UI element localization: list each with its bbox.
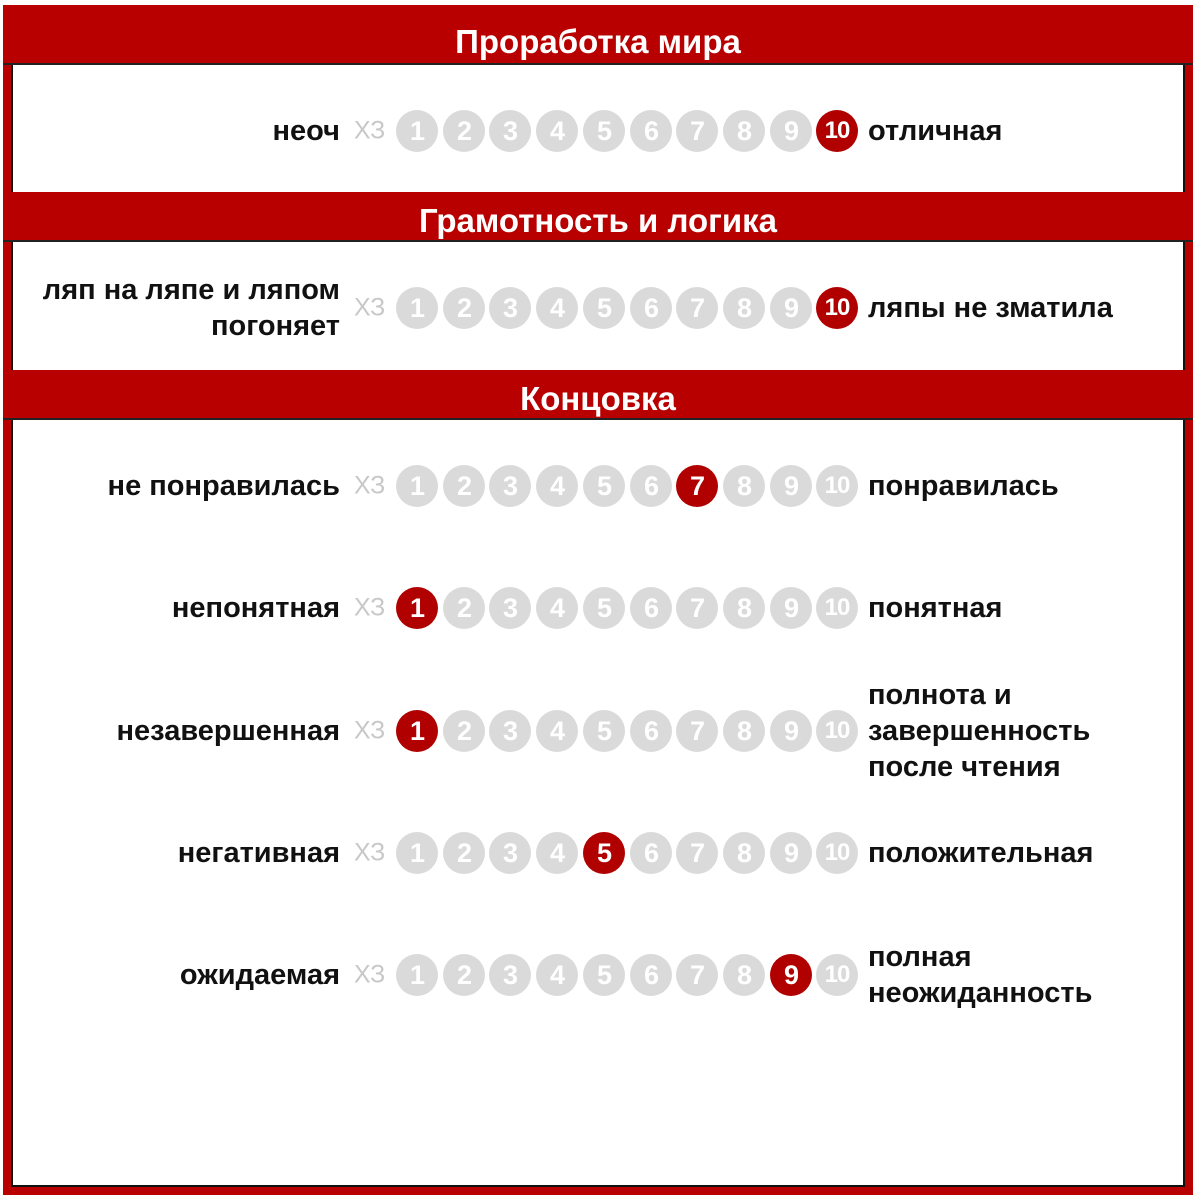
rating-option-1[interactable]: 1 <box>396 287 438 329</box>
rating-option-2[interactable]: 2 <box>443 587 485 629</box>
rating-option-9[interactable]: 9 <box>770 587 812 629</box>
section-header-literacy <box>3 192 1193 242</box>
section-header-ending <box>3 370 1193 420</box>
no-opinion-option[interactable]: ХЗ <box>354 293 386 322</box>
rating-option-6[interactable]: 6 <box>630 832 672 874</box>
rating-option-4[interactable]: 4 <box>536 465 578 507</box>
rating-option-7[interactable]: 7 <box>676 465 718 507</box>
rating-option-4[interactable]: 4 <box>536 832 578 874</box>
rating-left-label: неоч <box>272 115 340 147</box>
no-opinion-option[interactable]: ХЗ <box>354 960 386 989</box>
rating-option-2[interactable]: 2 <box>443 287 485 329</box>
rating-row <box>0 431 1200 541</box>
rating-option-5[interactable]: 5 <box>583 287 625 329</box>
rating-option-3[interactable]: 3 <box>489 710 531 752</box>
rating-option-8[interactable]: 8 <box>723 587 765 629</box>
rating-option-9[interactable]: 9 <box>770 954 812 996</box>
rating-option-3[interactable]: 3 <box>489 954 531 996</box>
rating-option-8[interactable]: 8 <box>723 110 765 152</box>
rating-option-1[interactable]: 1 <box>396 110 438 152</box>
rating-option-3[interactable]: 3 <box>489 465 531 507</box>
rating-option-1[interactable]: 1 <box>396 954 438 996</box>
rating-row <box>0 798 1200 908</box>
rating-right-label: понятная <box>868 592 1003 624</box>
rating-right-label: полнота и завершенность после чтения <box>868 679 1091 783</box>
rating-option-8[interactable]: 8 <box>723 710 765 752</box>
section-header-world <box>3 13 1193 65</box>
rating-option-5[interactable]: 5 <box>583 587 625 629</box>
rating-option-2[interactable]: 2 <box>443 954 485 996</box>
no-opinion-option[interactable]: ХЗ <box>354 593 386 622</box>
rating-option-1[interactable]: 1 <box>396 832 438 874</box>
rating-option-5[interactable]: 5 <box>583 110 625 152</box>
rating-scale <box>396 954 866 996</box>
rating-option-5[interactable]: 5 <box>583 710 625 752</box>
rating-option-5[interactable]: 5 <box>583 832 625 874</box>
rating-option-5[interactable]: 5 <box>583 954 625 996</box>
rating-left-label: ляп на ляпе и ляпом погоняет <box>42 274 340 342</box>
section-title: Проработка мира <box>455 23 741 60</box>
rating-option-7[interactable]: 7 <box>676 832 718 874</box>
rating-right-label: понравилась <box>868 470 1059 502</box>
rating-scale <box>396 587 866 629</box>
rating-scale <box>396 832 866 874</box>
rating-option-6[interactable]: 6 <box>630 587 672 629</box>
rating-option-10[interactable]: 10 <box>816 954 858 996</box>
rating-scale <box>396 710 866 752</box>
rating-option-4[interactable]: 4 <box>536 710 578 752</box>
rating-option-6[interactable]: 6 <box>630 110 672 152</box>
rating-option-2[interactable]: 2 <box>443 832 485 874</box>
rating-option-2[interactable]: 2 <box>443 110 485 152</box>
rating-option-6[interactable]: 6 <box>630 954 672 996</box>
rating-row <box>0 553 1200 663</box>
rating-option-3[interactable]: 3 <box>489 287 531 329</box>
rating-option-9[interactable]: 9 <box>770 287 812 329</box>
rating-right-label: полная неожиданность <box>868 941 1093 1009</box>
rating-option-8[interactable]: 8 <box>723 465 765 507</box>
rating-left-label: незавершенная <box>116 715 340 747</box>
rating-option-6[interactable]: 6 <box>630 287 672 329</box>
rating-scale <box>396 110 866 152</box>
rating-right-label: отличная <box>868 115 1003 147</box>
rating-option-8[interactable]: 8 <box>723 954 765 996</box>
rating-row <box>0 676 1200 786</box>
rating-row <box>0 76 1200 186</box>
rating-option-7[interactable]: 7 <box>676 110 718 152</box>
rating-left-label: не понравилась <box>107 470 340 502</box>
rating-option-6[interactable]: 6 <box>630 465 672 507</box>
rating-option-9[interactable]: 9 <box>770 710 812 752</box>
rating-scale <box>396 465 866 507</box>
no-opinion-option[interactable]: ХЗ <box>354 116 386 145</box>
rating-option-5[interactable]: 5 <box>583 465 625 507</box>
rating-option-1[interactable]: 1 <box>396 465 438 507</box>
rating-option-4[interactable]: 4 <box>536 587 578 629</box>
rating-left-label: ожидаемая <box>179 959 340 991</box>
rating-option-1[interactable]: 1 <box>396 587 438 629</box>
rating-option-7[interactable]: 7 <box>676 587 718 629</box>
section-title: Грамотность и логика <box>418 202 778 239</box>
rating-option-10[interactable]: 10 <box>816 587 858 629</box>
rating-row <box>0 253 1200 363</box>
rating-option-7[interactable]: 7 <box>676 710 718 752</box>
rating-option-3[interactable]: 3 <box>489 110 531 152</box>
section-title: Концовка <box>520 380 676 417</box>
rating-scale <box>396 287 866 329</box>
rating-left-label: непонятная <box>171 592 340 624</box>
rating-option-10[interactable]: 10 <box>816 287 858 329</box>
rating-left-label: негативная <box>177 837 340 869</box>
rating-option-10[interactable]: 10 <box>816 465 858 507</box>
rating-option-1[interactable]: 1 <box>396 710 438 752</box>
rating-option-7[interactable]: 7 <box>676 954 718 996</box>
no-opinion-option[interactable]: ХЗ <box>354 838 386 867</box>
rating-option-4[interactable]: 4 <box>536 287 578 329</box>
rating-option-7[interactable]: 7 <box>676 287 718 329</box>
rating-option-2[interactable]: 2 <box>443 710 485 752</box>
rating-option-9[interactable]: 9 <box>770 465 812 507</box>
no-opinion-option[interactable]: ХЗ <box>354 716 386 745</box>
rating-option-8[interactable]: 8 <box>723 287 765 329</box>
rating-right-label: ляпы не зматила <box>868 292 1113 324</box>
rating-option-9[interactable]: 9 <box>770 832 812 874</box>
rating-row <box>0 920 1200 1030</box>
no-opinion-option[interactable]: ХЗ <box>354 471 386 500</box>
rating-option-3[interactable]: 3 <box>489 832 531 874</box>
rating-option-8[interactable]: 8 <box>723 832 765 874</box>
rating-option-6[interactable]: 6 <box>630 710 672 752</box>
rating-option-4[interactable]: 4 <box>536 954 578 996</box>
rating-right-label: положительная <box>868 837 1094 869</box>
rating-option-3[interactable]: 3 <box>489 587 531 629</box>
rating-option-10[interactable]: 10 <box>816 710 858 752</box>
rating-option-2[interactable]: 2 <box>443 465 485 507</box>
rating-option-9[interactable]: 9 <box>770 110 812 152</box>
rating-option-10[interactable]: 10 <box>816 832 858 874</box>
rating-option-10[interactable]: 10 <box>816 110 858 152</box>
rating-option-4[interactable]: 4 <box>536 110 578 152</box>
